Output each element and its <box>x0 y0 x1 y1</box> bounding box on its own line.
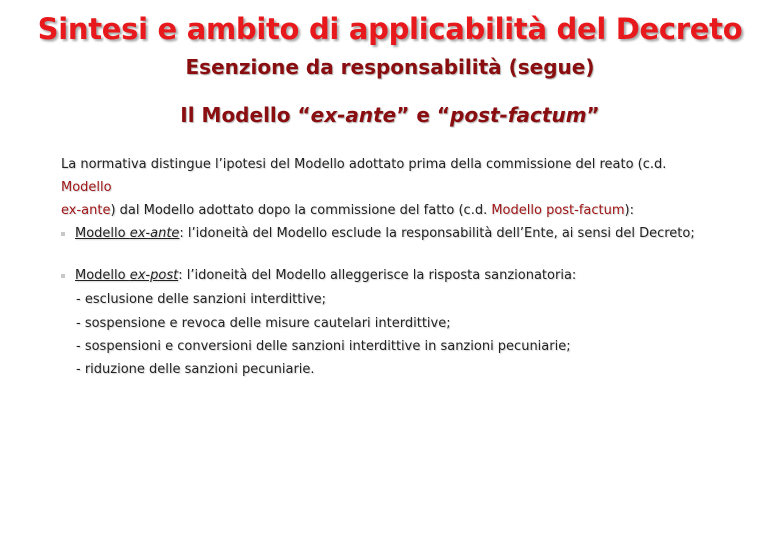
intro-text-1: La normativa distingue l’ipotesi del Modello adottato prima della commissione del reato (c.d. <box>61 157 667 172</box>
model-heading-term-post-factum: post-factum <box>450 103 587 127</box>
model-heading-middle: ” e “ <box>396 103 451 127</box>
bullet-icon <box>61 274 65 278</box>
slide-title: Sintesi e ambito di applicabilità del Decreto <box>37 12 743 46</box>
model-heading-suffix: ” <box>586 103 600 127</box>
intro-highlight-modello: Modello <box>61 180 112 195</box>
sub-item: - sospensione e revoca delle misure cautelari interdittive; <box>76 316 451 331</box>
bullet-item-ex-post <box>61 264 741 287</box>
bullet-term: Modello ex-ante <box>75 226 180 241</box>
intro-highlight-ex-ante: ex-ante <box>61 203 111 218</box>
bullet-icon <box>61 232 65 236</box>
intro-paragraph <box>61 153 701 222</box>
slide-subtitle: Esenzione da responsabilità (segue) <box>185 55 595 79</box>
intro-text-3: ): <box>624 203 634 218</box>
sub-item: - riduzione delle sanzioni pecuniarie. <box>76 362 315 377</box>
sub-item: - sospensioni e conversioni delle sanzioni interdittive in sanzioni pecuniarie; <box>76 339 571 354</box>
bullet-item-ex-ante <box>61 222 741 245</box>
model-heading-prefix: Il Modello “ <box>180 103 311 127</box>
bullet-term: Modello ex-post <box>75 268 179 283</box>
model-heading <box>0 103 780 127</box>
bullet-text: : l’idoneità del Modello esclude la responsabilità dell’Ente, ai sensi del Decreto; <box>179 226 695 241</box>
model-heading-term-ex-ante: ex-ante <box>310 103 397 127</box>
intro-highlight-post-factum: Modello post-factum <box>491 203 625 218</box>
intro-text-2: ) dal Modello adottato dopo la commissione del fatto (c.d. <box>110 203 492 218</box>
sub-item: - esclusione delle sanzioni interdittive; <box>76 292 327 307</box>
bullet-text: : l’idoneità del Modello alleggerisce la risposta sanzionatoria: <box>178 268 577 283</box>
